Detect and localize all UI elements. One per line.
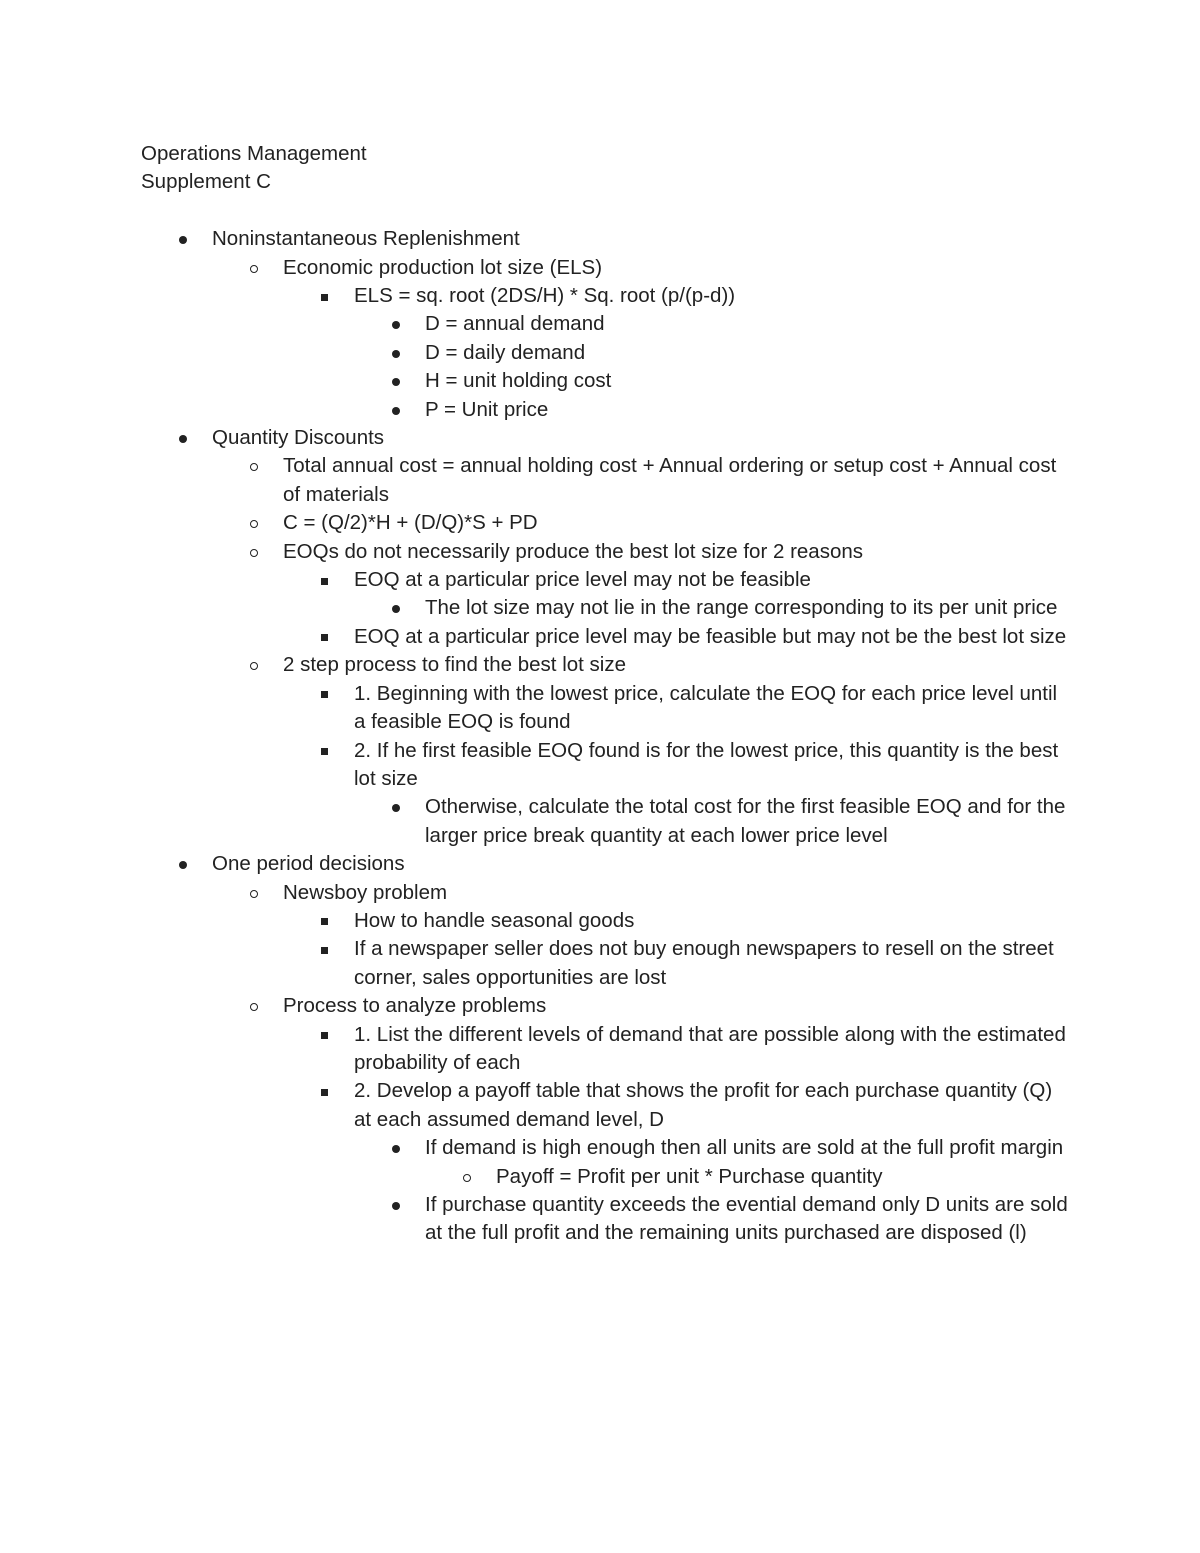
blank-line [141, 197, 1071, 225]
list-item [212, 850, 1071, 1248]
disc-bullet-icon [389, 367, 403, 395]
square-bullet-icon [318, 1077, 332, 1105]
list-item [354, 907, 1071, 935]
nested-list [283, 907, 1071, 992]
disc-bullet-icon [176, 850, 190, 878]
square-bullet-icon [318, 623, 332, 651]
list-item [425, 1191, 1071, 1248]
square-bullet-icon [318, 282, 332, 310]
list-item-text: D = daily demand [425, 340, 586, 364]
list-item-text: H = unit holding cost [425, 369, 612, 393]
circle-bullet-icon [247, 992, 261, 1020]
list-item [496, 1163, 1071, 1191]
list-item-text: C = (Q/2)*H + (D/Q)*S + PD [283, 511, 538, 535]
list-item [354, 935, 1071, 992]
document-subtitle: Supplement C [141, 170, 271, 194]
list-item-text: How to handle seasonal goods [354, 908, 635, 932]
disc-bullet-icon [389, 396, 403, 424]
list-item [283, 879, 1071, 993]
circle-bullet-icon [247, 651, 261, 679]
nested-list [354, 594, 1071, 622]
nested-list [425, 1163, 1071, 1191]
list-item [212, 424, 1071, 850]
list-item [354, 282, 1071, 424]
list-item-text: Process to analyze problems [283, 994, 547, 1018]
disc-bullet-icon [389, 594, 403, 622]
disc-bullet-icon [389, 339, 403, 367]
nested-list [354, 793, 1071, 850]
nested-list [354, 310, 1071, 424]
bullet-outline [141, 225, 1071, 1248]
list-item [354, 1021, 1071, 1078]
list-item [354, 566, 1071, 623]
circle-bullet-icon [247, 452, 261, 480]
document-page [141, 140, 1071, 1248]
list-item-text: Total annual cost = annual holding cost + Annual ordering or setup cost + Annual cost of materials [283, 454, 1057, 506]
nested-list [354, 1134, 1071, 1248]
list-item-text: Otherwise, calculate the total cost for the first feasible EOQ and for the larger price break quantity at each lower price level [425, 795, 1066, 847]
circle-bullet-icon [460, 1163, 474, 1191]
list-item [283, 254, 1071, 424]
disc-bullet-icon [176, 424, 190, 452]
square-bullet-icon [318, 907, 332, 935]
list-item [425, 594, 1071, 622]
list-item-text: If demand is high enough then all units are sold at the full profit margin [425, 1136, 1064, 1160]
list-item-text: 2. Develop a payoff table that shows the profit for each purchase quantity (Q) at each assumed demand level, D [354, 1079, 1053, 1131]
list-item-text: EOQ at a particular price level may not be feasible [354, 568, 811, 592]
document-title: Operations Management [141, 142, 367, 165]
square-bullet-icon [318, 737, 332, 765]
list-item-text: If purchase quantity exceeds the evential demand only D units are sold at the full profit and the remaining units purchased are disposed (l) [425, 1193, 1068, 1245]
list-item-text: Quantity Discounts [212, 426, 385, 450]
nested-list [212, 879, 1071, 1248]
list-item-text: If a newspaper seller does not buy enough newspapers to resell on the street corner, sales opportunities are lost [354, 937, 1054, 989]
nested-list [283, 1021, 1071, 1248]
nested-list [283, 680, 1071, 850]
list-item [283, 992, 1071, 1248]
nested-list [212, 254, 1071, 424]
list-item [283, 538, 1071, 652]
square-bullet-icon [318, 1021, 332, 1049]
list-item-text: P = Unit price [425, 397, 549, 421]
square-bullet-icon [318, 680, 332, 708]
list-item [212, 225, 1071, 424]
disc-bullet-icon [389, 1134, 403, 1162]
list-item [354, 1077, 1071, 1247]
list-item [283, 509, 1071, 537]
list-item-text: Newsboy problem [283, 880, 448, 904]
list-item [283, 452, 1071, 509]
list-item [354, 737, 1071, 851]
nested-list [212, 452, 1071, 850]
disc-bullet-icon [176, 225, 190, 253]
list-item-text: Economic production lot size (ELS) [283, 255, 603, 279]
nested-list [283, 282, 1071, 424]
nested-list [283, 566, 1071, 651]
list-item [425, 1134, 1071, 1191]
list-item-text: D = annual demand [425, 312, 605, 336]
disc-bullet-icon [389, 310, 403, 338]
list-item [425, 396, 1071, 424]
list-item-text: Payoff = Profit per unit * Purchase quantity [496, 1164, 883, 1188]
list-item [425, 339, 1071, 367]
list-item-text: 2. If he first feasible EOQ found is for the lowest price, this quantity is the best lot size [354, 738, 1059, 790]
list-item-text: EOQ at a particular price level may be feasible but may not be the best lot size [354, 624, 1067, 648]
circle-bullet-icon [247, 509, 261, 537]
list-item [283, 651, 1071, 850]
list-item [425, 367, 1071, 395]
list-item [425, 310, 1071, 338]
list-item [425, 793, 1071, 850]
list-item-text: Noninstantaneous Replenishment [212, 227, 520, 251]
list-item-text: EOQs do not necessarily produce the best lot size for 2 reasons [283, 539, 863, 563]
list-item-text: The lot size may not lie in the range corresponding to its per unit price [425, 596, 1058, 620]
disc-bullet-icon [389, 1191, 403, 1219]
circle-bullet-icon [247, 254, 261, 282]
list-item-text: 2 step process to find the best lot size [283, 653, 626, 677]
list-item [354, 680, 1071, 737]
square-bullet-icon [318, 935, 332, 963]
list-item-text: ELS = sq. root (2DS/H) * Sq. root (p/(p-d)) [354, 284, 736, 308]
list-item-text: One period decisions [212, 852, 405, 876]
circle-bullet-icon [247, 538, 261, 566]
list-item [354, 623, 1071, 651]
square-bullet-icon [318, 566, 332, 594]
list-item-text: 1. List the different levels of demand that are possible along with the estimated probability of each [354, 1022, 1066, 1074]
circle-bullet-icon [247, 879, 261, 907]
list-item-text: 1. Beginning with the lowest price, calculate the EOQ for each price level until a feasible EOQ is found [354, 681, 1058, 734]
disc-bullet-icon [389, 793, 403, 821]
